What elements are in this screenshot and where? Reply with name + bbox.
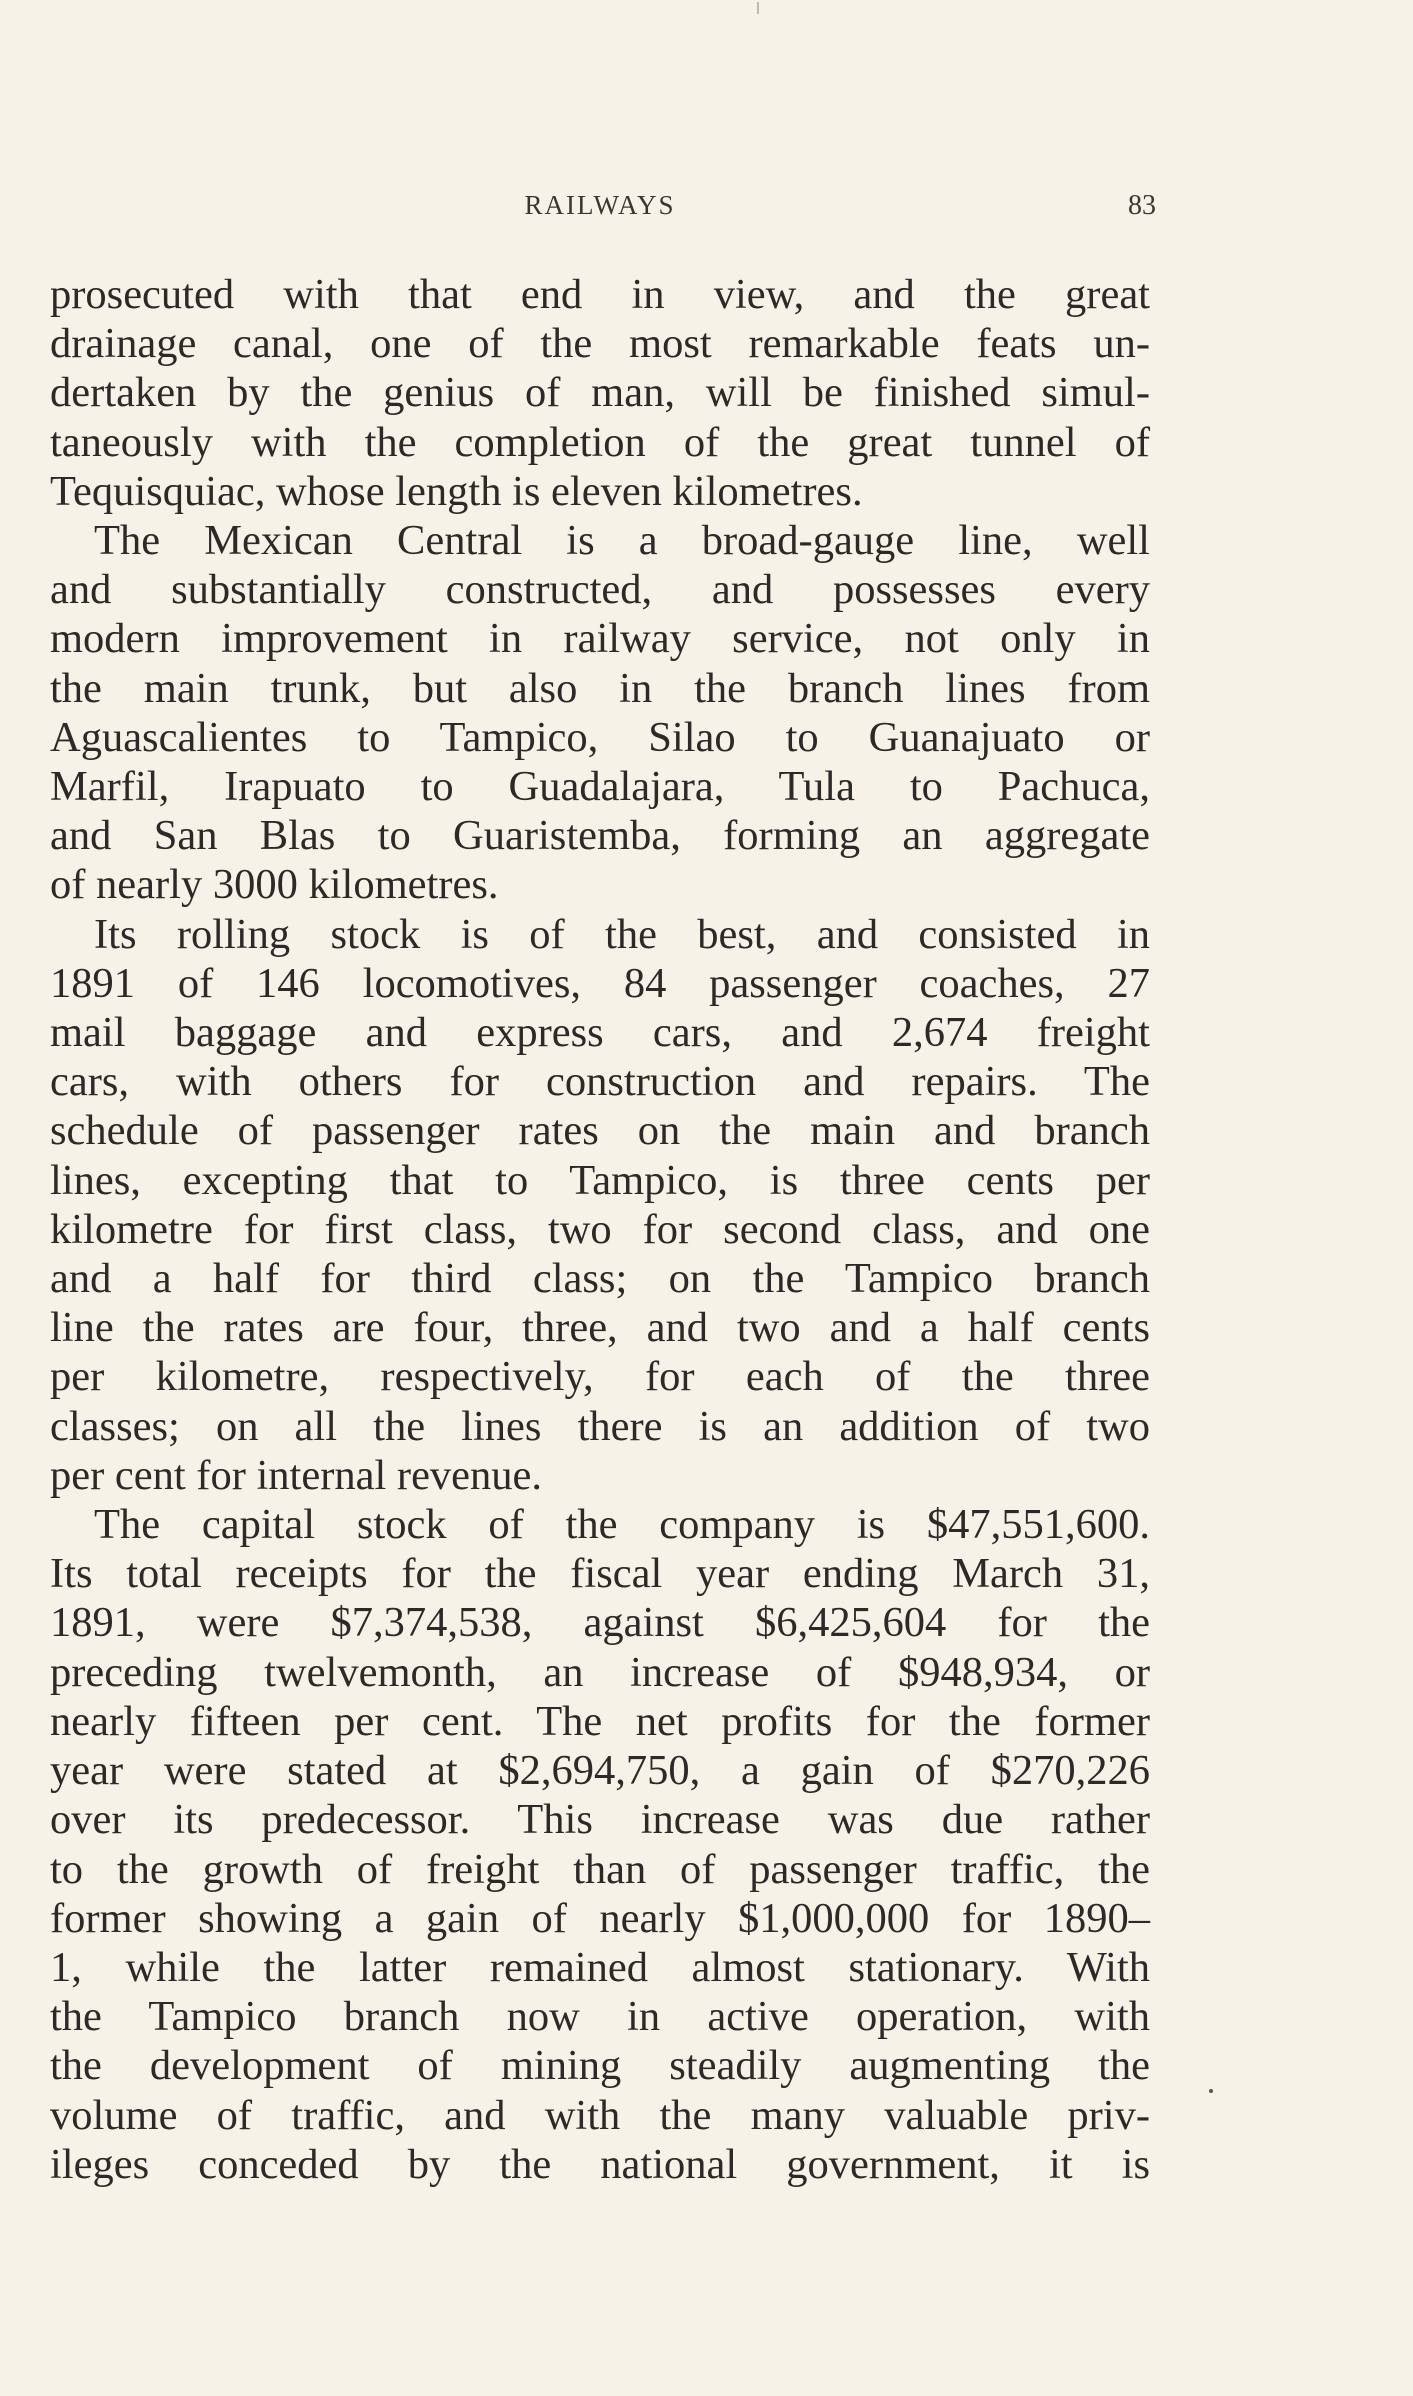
text-line: drainage canal, one of the most remarkable feats un-: [50, 320, 1150, 368]
text-line: the main trunk, but also in the branch lines from: [50, 664, 1150, 712]
book-page: [50, 190, 1156, 2189]
running-head: [50, 190, 1156, 230]
text-line: of nearly 3000 kilometres.: [50, 861, 499, 909]
paragraph: [50, 1500, 1150, 2189]
page-number: 83: [1128, 190, 1156, 221]
text-line: over its predecessor. This increase was due rather: [50, 1796, 1150, 1844]
paragraph: [50, 270, 1150, 516]
text-line: volume of traffic, and with the many valuable priv-: [50, 2091, 1150, 2139]
text-line: lines, excepting that to Tampico, is three cents per: [50, 1156, 1150, 1204]
text-line: mail baggage and express cars, and 2,674 freight: [50, 1009, 1150, 1057]
text-line: and San Blas to Guaristemba, forming an aggregate: [50, 812, 1150, 860]
text-line: to the growth of freight than of passenger traffic, the: [50, 1845, 1150, 1893]
text-line: preceding twelvemonth, an increase of $948,934, or: [50, 1648, 1150, 1696]
text-line: Its total receipts for the fiscal year ending March 31,: [50, 1550, 1150, 1598]
text-line: prosecuted with that end in view, and the great: [50, 271, 1150, 318]
text-line: The capital stock of the company is $47,551,600.: [94, 1501, 1150, 1549]
text-line: kilometre for first class, two for second class, and one: [50, 1205, 1150, 1253]
paragraph: [50, 516, 1150, 910]
text-line: modern improvement in railway service, not only in: [50, 615, 1150, 663]
text-line: the development of mining steadily augmenting the: [50, 2042, 1150, 2090]
text-line: nearly fifteen per cent. The net profits for the former: [50, 1697, 1150, 1745]
text-line: Marfil, Irapuato to Guadalajara, Tula to Pachuca,: [50, 763, 1150, 811]
text-line: Aguascalientes to Tampico, Silao to Guanajuato or: [50, 713, 1150, 761]
text-line: classes; on all the lines there is an addition of two: [50, 1402, 1150, 1450]
text-line: per cent for internal revenue.: [50, 1451, 543, 1499]
text-line: former showing a gain of nearly $1,000,000 for 1890–: [50, 1894, 1150, 1942]
text-line: 1891 of 146 locomotives, 84 passenger coaches, 27: [50, 959, 1150, 1007]
scan-mark: [757, 2, 759, 14]
text-line: The Mexican Central is a broad-gauge line, well: [94, 517, 1150, 565]
text-line: year were stated at $2,694,750, a gain of $270,226: [50, 1747, 1150, 1795]
text-line: Tequisquiac, whose length is eleven kilometres.: [50, 467, 863, 515]
text-line: Its rolling stock is of the best, and consisted in: [94, 910, 1150, 958]
text-line: 1, while the latter remained almost stationary. With: [50, 1943, 1150, 1991]
text-line: the Tampico branch now in active operation, with: [50, 1993, 1150, 2041]
text-line: line the rates are four, three, and two and a half cents: [50, 1304, 1150, 1352]
paragraph: [50, 910, 1150, 1500]
text-line: taneously with the completion of the great tunnel of: [50, 418, 1150, 466]
text-line: dertaken by the genius of man, will be finished simul-: [50, 369, 1150, 417]
text-line: per kilometre, respectively, for each of the three: [50, 1353, 1150, 1401]
text-line: and substantially constructed, and possesses every: [50, 566, 1150, 614]
text-line: ileges conceded by the national government, it is: [50, 2140, 1150, 2188]
text-line: schedule of passenger rates on the main and branch: [50, 1107, 1150, 1155]
text-line: and a half for third class; on the Tampico branch: [50, 1255, 1150, 1303]
running-title: RAILWAYS: [524, 190, 676, 220]
text-line: cars, with others for construction and repairs. The: [50, 1058, 1150, 1106]
text-line: 1891, were $7,374,538, against $6,425,604 for the: [50, 1599, 1150, 1647]
body-text: [50, 270, 1150, 2189]
margin-dot: [1209, 2089, 1213, 2093]
